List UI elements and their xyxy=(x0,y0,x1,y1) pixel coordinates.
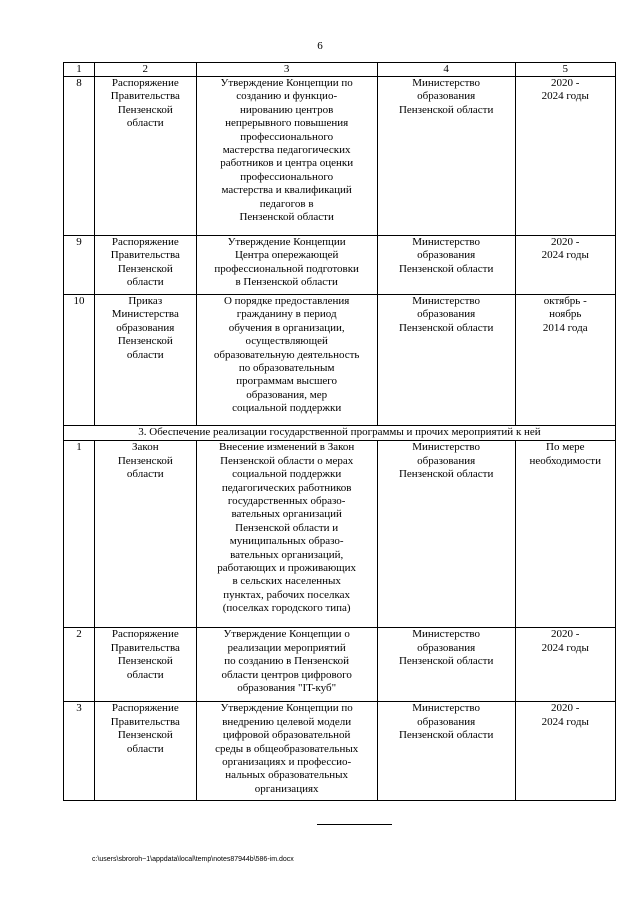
cell-line: 2020 - xyxy=(551,77,580,89)
cell-line: педагогических работников xyxy=(221,481,352,494)
cell-line: 2024 годы xyxy=(541,249,589,262)
header-cell-2: 2 xyxy=(95,63,196,77)
row-number-cell: 8 xyxy=(64,77,95,236)
cell-line: Пензенской области xyxy=(398,103,494,116)
cell-line: Министерство xyxy=(412,77,481,89)
header-cell-3: 3 xyxy=(196,63,377,77)
table-header-row xyxy=(64,63,616,77)
cell-line: профессионального xyxy=(240,130,334,143)
row-number-cell: 9 xyxy=(64,236,95,295)
responsible-cell xyxy=(377,295,515,426)
header-cell-1: 1 xyxy=(64,63,95,77)
cell-line: Министерства xyxy=(111,308,179,321)
header-cell-5: 5 xyxy=(515,63,615,77)
cell-line: Пензенской xyxy=(117,454,173,467)
cell-line: гражданину в период xyxy=(236,308,337,321)
cell-line: Распоряжение xyxy=(111,77,179,89)
cell-line: Пензенской области xyxy=(398,729,494,742)
section-row xyxy=(64,426,616,441)
cell-line: по образовательным xyxy=(238,362,335,375)
cell-line: О порядке предоставления xyxy=(223,295,350,307)
cell-line: Пензенской области xyxy=(398,468,494,481)
document-type-cell xyxy=(95,236,196,295)
page-number: 6 xyxy=(317,40,323,52)
cell-line: Закон xyxy=(132,441,159,454)
term-cell xyxy=(515,702,615,801)
cell-line: области центров цифрового xyxy=(221,668,352,681)
cell-line: реализации мероприятий xyxy=(227,641,346,654)
responsible-cell xyxy=(377,77,515,236)
cell-line: области xyxy=(126,117,164,130)
cell-line: Приказ xyxy=(128,295,163,307)
cell-line: образования xyxy=(417,454,476,467)
responsible-cell xyxy=(377,702,515,801)
table-row xyxy=(64,441,616,628)
document-title-cell xyxy=(196,628,377,702)
cell-line: программам высшего xyxy=(236,375,338,388)
cell-line: нальных образовательных xyxy=(225,769,349,782)
term-cell xyxy=(515,441,615,628)
document-type-cell xyxy=(95,295,196,426)
cell-line: области xyxy=(126,668,164,681)
document-type-cell xyxy=(95,702,196,801)
cell-line: Пензенской xyxy=(117,655,173,668)
cell-line: 2020 - xyxy=(551,236,580,248)
footnote-separator-line xyxy=(317,824,392,825)
cell-line: Пензенской области xyxy=(398,655,494,668)
document-type-cell xyxy=(95,628,196,702)
cell-line: Пензенской области xyxy=(398,321,494,334)
cell-line: мастерства и квалификаций xyxy=(221,184,352,197)
row-number-cell: 2 xyxy=(64,628,95,702)
cell-line: работающих и проживающих xyxy=(217,562,357,575)
cell-line: по созданию в Пензенской xyxy=(224,655,350,668)
section-title: 3. Обеспечение реализации государственной программы и прочих мероприятий к ней xyxy=(64,426,616,441)
cell-line: обучения в организации, xyxy=(228,321,345,334)
cell-line: Распоряжение xyxy=(111,628,179,641)
cell-line: в Пензенской области xyxy=(235,276,338,289)
cell-line: Распоряжение xyxy=(111,236,179,248)
cell-line: Пензенской области и xyxy=(235,521,339,534)
cell-line: области xyxy=(126,276,164,289)
cell-line: педагогов в xyxy=(259,197,314,210)
cell-line: Пензенской xyxy=(117,335,173,348)
term-cell xyxy=(515,77,615,236)
cell-line: Правительства xyxy=(110,641,180,654)
cell-line: Пензенской области xyxy=(239,211,334,224)
document-type-cell xyxy=(95,441,196,628)
document-title-cell xyxy=(196,295,377,426)
cell-line: работников и центра оценки xyxy=(220,157,354,170)
cell-line: (поселках городского типа) xyxy=(222,602,351,615)
cell-line: нированию центров xyxy=(240,103,334,116)
cell-line: 2024 годы xyxy=(541,641,589,654)
cell-line: 2014 года xyxy=(542,321,588,334)
cell-line: муниципальных образо- xyxy=(229,535,344,548)
cell-line: Правительства xyxy=(110,249,180,262)
cell-line: социальной поддержки xyxy=(232,468,342,481)
cell-line: Утверждение Концепции xyxy=(227,236,346,248)
cell-line: вательных организаций xyxy=(231,508,342,521)
table-body xyxy=(64,63,616,801)
cell-line: профессиональной подготовки xyxy=(214,262,359,275)
cell-line: непрерывного повышения xyxy=(225,117,349,130)
cell-line: Распоряжение xyxy=(111,702,179,715)
cell-line: необходимости xyxy=(529,454,602,467)
row-number-cell: 10 xyxy=(64,295,95,426)
cell-line: Министерство xyxy=(412,236,481,248)
cell-line: образовательную деятельность xyxy=(213,348,360,361)
cell-line: осуществляющей xyxy=(245,335,328,348)
cell-line: Центра опережающей xyxy=(234,249,339,262)
table-row xyxy=(64,77,616,236)
cell-line: мастерства педагогических xyxy=(222,144,351,157)
program-table xyxy=(63,62,616,801)
cell-line: образования "IT-куб" xyxy=(237,682,337,695)
cell-line: Утверждение Концепции о xyxy=(223,628,350,641)
document-title-cell xyxy=(196,77,377,236)
cell-line: образования, мер xyxy=(246,388,328,401)
cell-line: образования xyxy=(116,321,175,334)
cell-line: 2024 годы xyxy=(541,90,589,103)
responsible-cell xyxy=(377,628,515,702)
cell-line: организациях и профессио- xyxy=(222,756,352,769)
term-cell xyxy=(515,236,615,295)
cell-line: Министерство xyxy=(412,441,481,454)
cell-line: Пензенской xyxy=(117,262,173,275)
cell-line: области xyxy=(126,468,164,481)
cell-line: Пензенской xyxy=(117,729,173,742)
cell-line: По мере xyxy=(546,441,585,454)
cell-line: 2020 - xyxy=(551,702,580,715)
cell-line: Правительства xyxy=(110,715,180,728)
document-title-cell xyxy=(196,236,377,295)
cell-line: Министерство xyxy=(412,295,481,307)
cell-line: ноябрь xyxy=(549,308,582,321)
cell-line: 2020 - xyxy=(551,628,580,641)
cell-line: вательных организаций, xyxy=(230,548,344,561)
cell-line: области xyxy=(126,348,164,361)
table-row xyxy=(64,236,616,295)
cell-line: среды в общеобразовательных xyxy=(215,742,359,755)
cell-line: Правительства xyxy=(110,90,180,103)
row-number-cell: 1 xyxy=(64,441,95,628)
cell-line: Пензенской области о мерах xyxy=(220,454,354,467)
cell-line: созданию и функцио- xyxy=(236,90,338,103)
cell-line: в сельских населенных xyxy=(232,575,341,588)
cell-line: Утверждение Концепции по xyxy=(220,702,353,715)
cell-line: цифровой образовательной xyxy=(222,729,351,742)
cell-line: образования xyxy=(417,715,476,728)
term-cell xyxy=(515,628,615,702)
responsible-cell xyxy=(377,236,515,295)
header-cell-4: 4 xyxy=(377,63,515,77)
cell-line: образования xyxy=(417,249,476,262)
document-type-cell xyxy=(95,77,196,236)
cell-line: государственных образо- xyxy=(227,495,346,508)
row-number-cell: 3 xyxy=(64,702,95,801)
cell-line: октябрь - xyxy=(543,295,587,307)
cell-line: Пензенской области xyxy=(398,262,494,275)
cell-line: образования xyxy=(417,90,476,103)
document-title-cell xyxy=(196,441,377,628)
cell-line: образования xyxy=(417,641,476,654)
responsible-cell xyxy=(377,441,515,628)
cell-line: Утверждение Концепции по xyxy=(220,77,353,89)
cell-line: внедрению целевой модели xyxy=(222,715,352,728)
cell-line: Министерство xyxy=(412,628,481,641)
file-path-footer: c:\users\sbroroh~1\appdata\local\temp\notes87944b\586-im.docx xyxy=(92,856,294,863)
cell-line: профессионального xyxy=(240,170,334,183)
table-row xyxy=(64,702,616,801)
cell-line: организациях xyxy=(254,782,319,795)
cell-line: Министерство xyxy=(412,702,481,715)
term-cell xyxy=(515,295,615,426)
cell-line: Внесение изменений в Закон xyxy=(219,441,355,454)
document-title-cell xyxy=(196,702,377,801)
table-row xyxy=(64,628,616,702)
cell-line: пунктах, рабочих поселках xyxy=(223,588,351,601)
cell-line: области xyxy=(126,742,164,755)
cell-line: 2024 годы xyxy=(541,715,589,728)
cell-line: социальной поддержки xyxy=(232,402,342,415)
cell-line: образования xyxy=(417,308,476,321)
cell-line: Пензенской xyxy=(117,103,173,116)
table-row xyxy=(64,295,616,426)
